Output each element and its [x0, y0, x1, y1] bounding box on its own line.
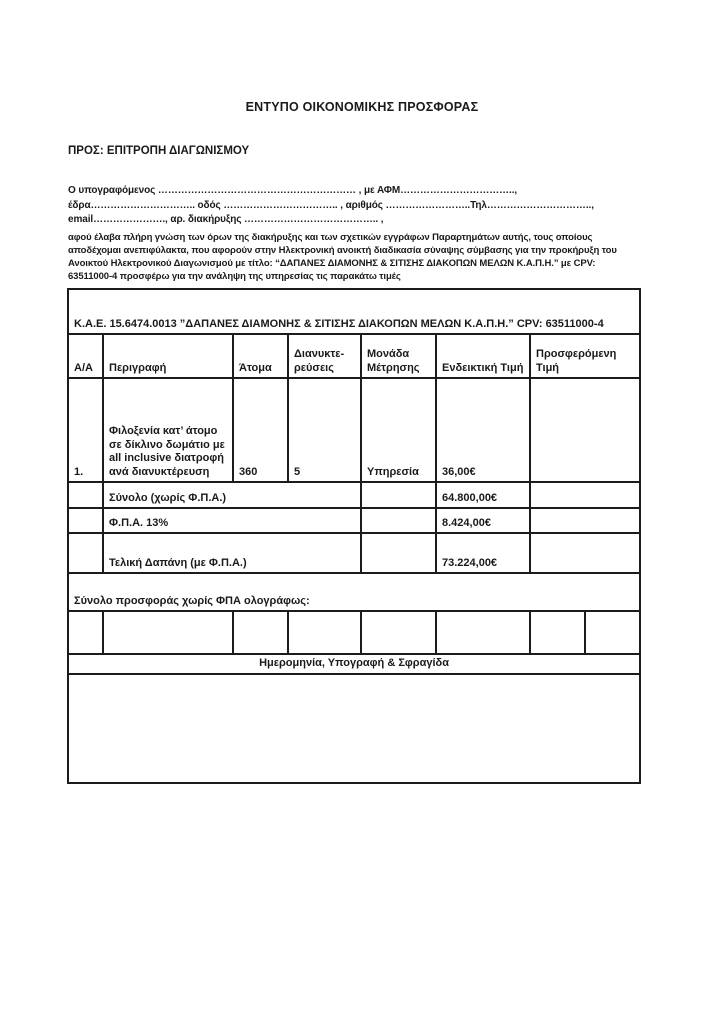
document-title: ΕΝΤΥΠΟ ΟΙΚΟΝΟΜΙΚΗΣ ΠΡΟΣΦΟΡΑΣ: [245, 100, 479, 114]
blank-aa-cell: [68, 508, 103, 533]
signature-label: Ημερομηνία, Υπογραφή & Σφραγίδα: [68, 654, 640, 674]
signature-area-row: [68, 674, 640, 783]
item-indicative-price: 36,00€: [436, 378, 530, 482]
declaration-paragraph: αφού έλαβα πλήρη γνώση των όρων της διακήρυξης και των σχετικών εγγράφων Παραρτημάτων αυτής, τους οποίους αποδέχομαι ανεπιφύλακτα, που αφορούν στην Ηλεκτρονική ανοικτή διαδικασία σύναψης σύμβασης για την προκήρυξη του Ανοικτού Ηλεκτρονικού Διαγωνισμού με τίτλο: “ΔΑΠΑΝΕΣ ΔΙΑΜΟΝΗΣ & ΣΙΤΙΣΗΣ ΔΙΑΚΟΠΩΝ ΜΕΛΩΝ Κ.Α.Π.Η.” με CPV: 63511000-4 προσφέρω για την ανάληψη της υπηρεσίας τις παρακάτω τιμές: [68, 232, 617, 282]
vat-label: Φ.Π.Α. 13%: [103, 508, 361, 533]
declarant-line-2: …………………………….. , αριθμός ……………………..Τηλ………………………….., email…………………., αρ. διακήρυξης ………………………………….. ,: [68, 199, 594, 225]
vat-row: [68, 508, 640, 533]
subtotal-amount: 64.800,00€: [436, 482, 530, 508]
blank-aa-cell: [68, 482, 103, 508]
declarant-fill-in-paragraph: [68, 184, 624, 228]
blank-cell: [361, 533, 436, 573]
blank-cell: [361, 508, 436, 533]
blank-cell: [103, 611, 233, 654]
kae-title-cell: Κ.Α.Ε. 15.6474.0013 ”ΔΑΠΑΝΕΣ ΔΙΑΜΟΝΗΣ & ΣΙΤΙΣΗΣ ΔΙΑΚΟΠΩΝ ΜΕΛΩΝ Κ.Α.Π.Η.” CPV: 63511000-4: [68, 289, 640, 334]
item-persons: 360: [233, 378, 288, 482]
signature-header-row: [68, 654, 640, 674]
recipient-line: ΠΡΟΣ: ΕΠΙΤΡΟΠΗ ΔΙΑΓΩΝΙΣΜΟΥ: [68, 145, 250, 157]
header-persons: Άτομα: [233, 334, 288, 378]
item-description: Φιλοξενία κατ’ άτομο σε δίκλινο δωμάτιο με all inclusive διατροφή ανά διανυκτέρευση: [103, 378, 233, 482]
total-in-words-label: Σύνολο προσφοράς χωρίς ΦΠΑ ολογράφως:: [68, 573, 640, 611]
header-unit: Μονάδα Μέτρησης: [361, 334, 436, 378]
blank-cell: [68, 611, 103, 654]
blank-offered-cell: [530, 482, 640, 508]
item-nights: 5: [288, 378, 361, 482]
blank-aa-cell: [68, 533, 103, 573]
blank-offered-cell: [530, 533, 640, 573]
offer-table: [67, 288, 641, 784]
blank-cell: [530, 611, 585, 654]
blank-offered-cell: [530, 508, 640, 533]
item-aa: 1.: [68, 378, 103, 482]
blank-cell: [436, 611, 530, 654]
header-nights: Διανυκτε-ρεύσεις: [288, 334, 361, 378]
declarant-line-1: Ο υπογραφόμενος …………………………………………………… , με ΑΦΜ…………………………….., έδρα………………………….. οδός: [68, 185, 518, 211]
final-total-row: [68, 533, 640, 573]
subtotal-label: Σύνολο (χωρίς Φ.Π.Α.): [103, 482, 361, 508]
blank-cell: [361, 482, 436, 508]
item-unit: Υπηρεσία: [361, 378, 436, 482]
table-header-row: [68, 334, 640, 378]
total-in-words-row: [68, 573, 640, 611]
header-indicative-price: Ενδεικτική Τιμή: [436, 334, 530, 378]
signature-blank-area: [68, 674, 640, 783]
final-total-label: Τελική Δαπάνη (με Φ.Π.Α.): [103, 533, 361, 573]
blank-cell: [361, 611, 436, 654]
vat-amount: 8.424,00€: [436, 508, 530, 533]
header-offered-price: Προσφερόμενη Τιμή: [530, 334, 640, 378]
total-in-words-entry-row: [68, 611, 640, 654]
header-description: Περιγραφή: [103, 334, 233, 378]
blank-cell: [288, 611, 361, 654]
subtotal-row: [68, 482, 640, 508]
blank-cell: [233, 611, 288, 654]
item-offered-price: [530, 378, 640, 482]
item-row: [68, 378, 640, 482]
table-row: [68, 289, 640, 334]
header-aa: Α/Α: [68, 334, 103, 378]
final-total-amount: 73.224,00€: [436, 533, 530, 573]
blank-cell: [585, 611, 640, 654]
